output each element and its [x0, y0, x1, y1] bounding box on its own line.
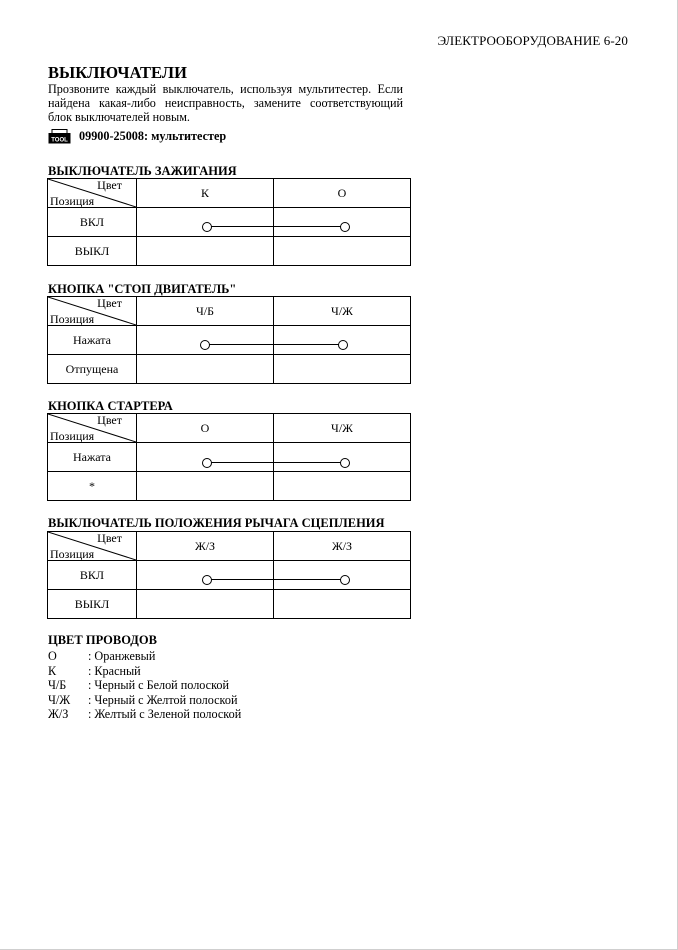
row-label-2: ВЫКЛ: [48, 590, 137, 619]
continuity-line: [205, 344, 342, 345]
terminal-dot: [338, 340, 348, 350]
header-color-label: Цвет: [97, 413, 122, 427]
legend-item: [48, 707, 241, 722]
header-color-label: Цвет: [97, 296, 122, 310]
tool-note: [48, 128, 226, 144]
table-starter: [47, 413, 411, 501]
table-header-cell: [48, 532, 137, 561]
terminal-dot: [340, 575, 350, 585]
table-clutch: [47, 531, 411, 619]
header-color-label: Цвет: [97, 531, 122, 545]
table-header-cell: [48, 297, 137, 326]
legend-desc: : Оранжевый: [88, 649, 156, 663]
continuity-line: [207, 462, 344, 463]
wire-color-legend: [48, 649, 241, 722]
cell: [137, 472, 274, 501]
header-position-label: Позиция: [50, 312, 95, 326]
terminal-dot: [200, 340, 210, 350]
row-label-1: Нажата: [48, 443, 137, 472]
intro-text: Прозвоните каждый выключатель, используя мультитестер. Если найдена какая-либо неисправность, замените соответствующий блок выключателей новым.: [48, 82, 403, 125]
terminal-dot: [202, 222, 212, 232]
tool-icon: [48, 129, 71, 144]
page-header: ЭЛЕКТРООБОРУДОВАНИЕ 6-20: [437, 33, 628, 48]
column-header-1: О: [137, 414, 274, 443]
legend-desc: : Черный с Желтой полоской: [88, 692, 238, 707]
header-position-label: Позиция: [50, 194, 95, 208]
column-header-1: К: [137, 179, 274, 208]
table-header-cell: [48, 414, 137, 443]
tool-icon-label: TOOL: [51, 136, 68, 143]
cell: [137, 237, 274, 266]
row-label-1: Нажата: [48, 326, 137, 355]
section-title-stop-engine: КНОПКА "СТОП ДВИГАТЕЛЬ": [48, 282, 237, 296]
legend-code: Ж/З: [48, 707, 69, 722]
terminal-dot: [202, 575, 212, 585]
header-position-label: Позиция: [50, 547, 95, 561]
header-position-label: Позиция: [50, 429, 95, 443]
row-label-2: Отпущена: [48, 355, 137, 384]
cell: [274, 472, 411, 501]
continuity-line: [207, 579, 344, 580]
row-label-2: ВЫКЛ: [48, 237, 137, 266]
cell: [274, 237, 411, 266]
legend-code: О: [48, 649, 57, 663]
section-title-ignition: ВЫКЛЮЧАТЕЛЬ ЗАЖИГАНИЯ: [48, 164, 237, 178]
cell: [137, 355, 274, 384]
legend-item: [48, 649, 241, 664]
column-header-2: О: [274, 179, 411, 208]
legend-desc: : Красный: [88, 663, 141, 678]
row-label-1: ВКЛ: [48, 208, 137, 237]
row-label-1: ВКЛ: [48, 561, 137, 590]
legend-desc: : Черный с Белой полоской: [88, 678, 230, 693]
legend-item: [48, 664, 241, 679]
legend-item: [48, 693, 241, 708]
terminal-dot: [202, 458, 212, 468]
tool-text: 09900-25008: мультитестер: [79, 128, 227, 143]
cell: [274, 590, 411, 619]
page-title: ВЫКЛЮЧАТЕЛИ: [48, 63, 187, 82]
legend-item: [48, 678, 241, 693]
table-header-cell: [48, 179, 137, 208]
legend-desc: : Желтый с Зеленой полоской: [88, 707, 242, 722]
column-header-2: Ч/Ж: [274, 414, 411, 443]
column-header-1: Ж/З: [137, 532, 274, 561]
header-color-label: Цвет: [97, 178, 122, 192]
legend-code: Ч/Ж: [48, 692, 71, 707]
column-header-2: Ж/З: [274, 532, 411, 561]
table-stop-engine: [47, 296, 411, 384]
legend-code: Ч/Б: [48, 678, 67, 693]
table-ignition: [47, 178, 411, 266]
section-title-starter: КНОПКА СТАРТЕРА: [48, 399, 173, 413]
section-title-clutch: ВЫКЛЮЧАТЕЛЬ ПОЛОЖЕНИЯ РЫЧАГА СЦЕПЛЕНИЯ: [48, 516, 385, 530]
cell: [274, 355, 411, 384]
legend-title: ЦВЕТ ПРОВОДОВ: [48, 633, 157, 647]
legend-code: К: [48, 663, 57, 678]
terminal-dot: [340, 458, 350, 468]
terminal-dot: [340, 222, 350, 232]
column-header-2: Ч/Ж: [274, 297, 411, 326]
column-header-1: Ч/Б: [137, 297, 274, 326]
continuity-line: [207, 226, 344, 227]
row-label-2: *: [48, 472, 137, 501]
cell: [137, 590, 274, 619]
